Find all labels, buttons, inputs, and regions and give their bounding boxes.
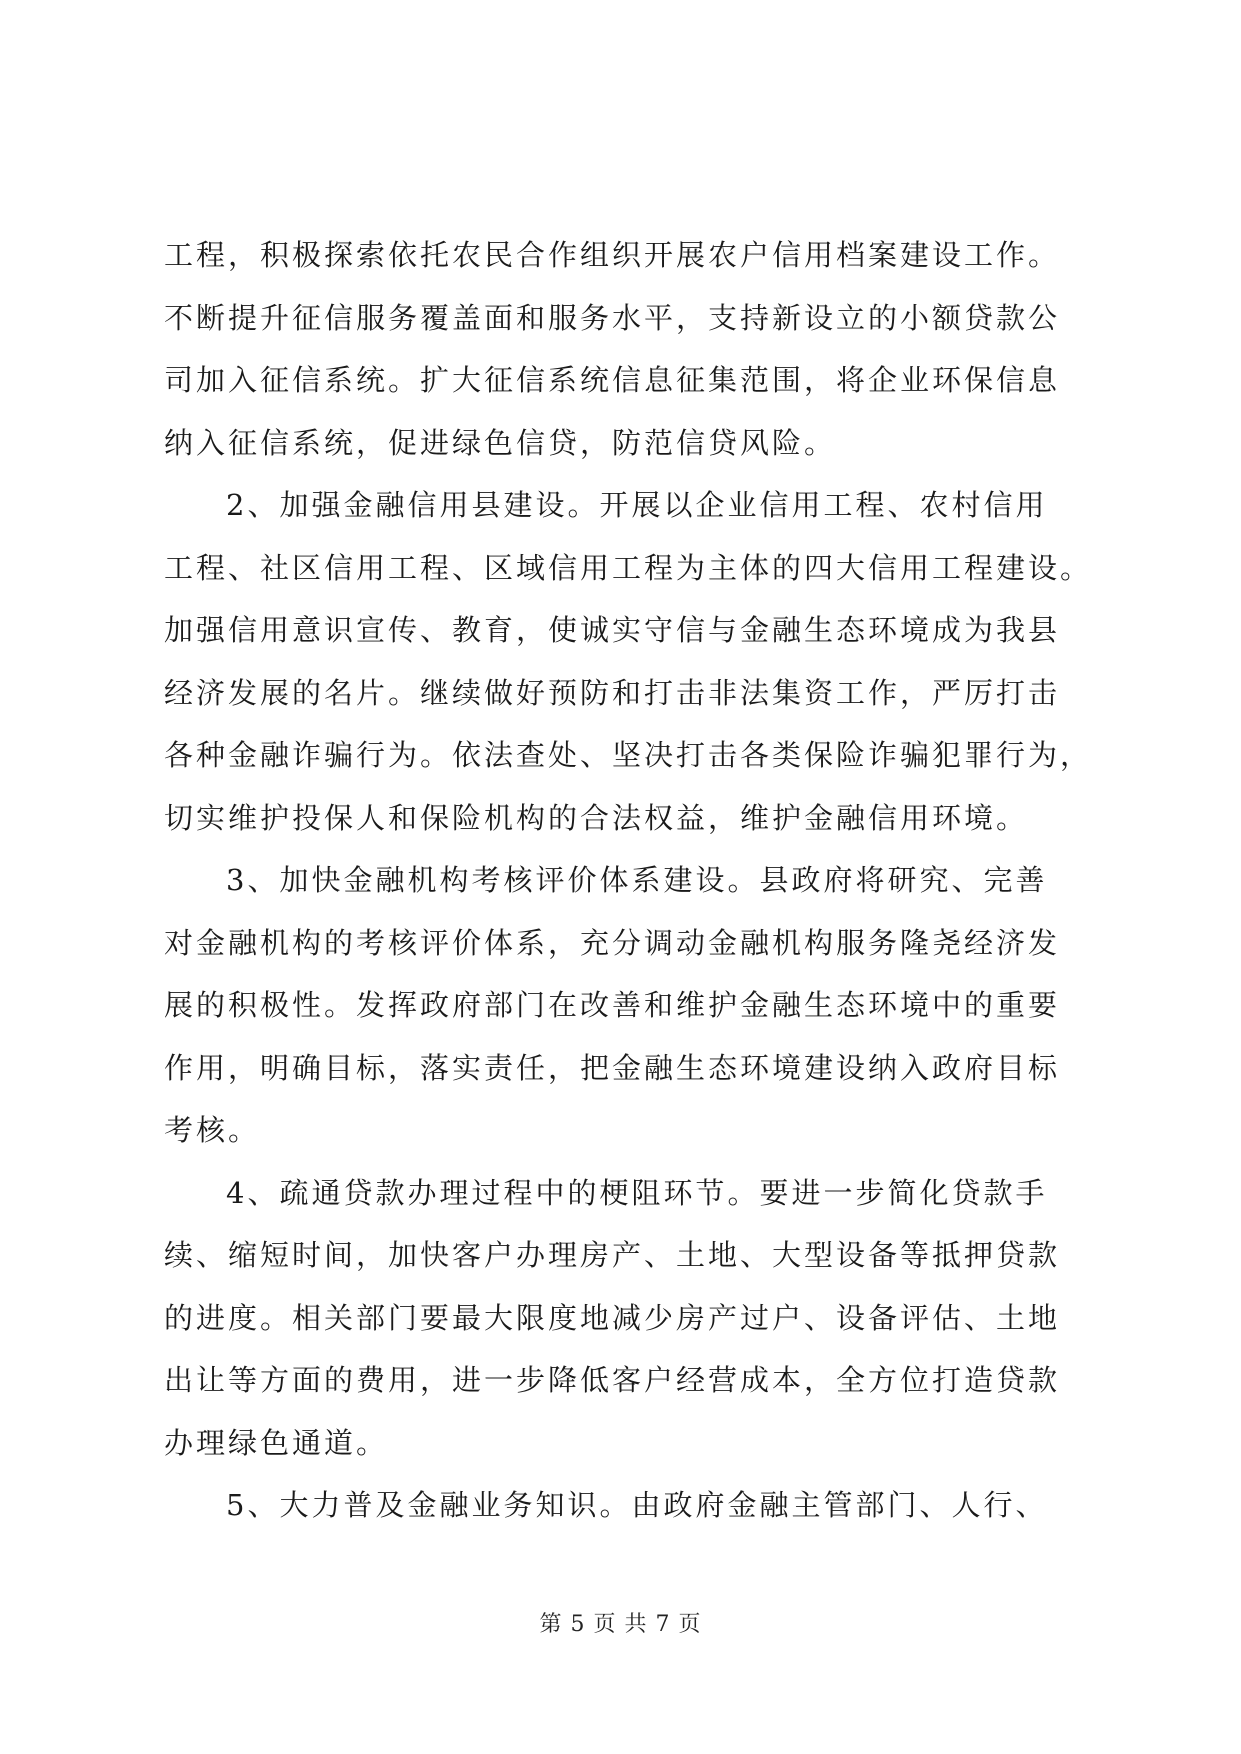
text-line: 续、缩短时间，加快客户办理房产、土地、大型设备等抵押贷款 [164,1238,1061,1272]
text-line: 经济发展的名片。继续做好预防和打击非法集资工作，严厉打击 [164,675,1061,710]
text-line: 工程、社区信用工程、区域信用工程为主体的四大信用工程建设。 [164,550,1093,585]
text-line: 司加入征信系统。扩大征信系统信息征集范围，将企业环保信息 [164,363,1061,397]
page-number-footer: 第 5 页 共 7 页 [539,1612,702,1637]
text-line: 纳入征信系统，促进绿色信贷，防范信贷风险。 [164,425,837,460]
text-line: 4、疏通贷款办理过程中的梗阻环节。要进一步简化贷款手 [226,1175,1048,1210]
text-line: 3、加快金融机构考核评价体系建设。县政府将研究、完善 [226,863,1048,897]
paragraph-4 [164,1162,1084,1475]
text-line: 2、加强金融信用县建设。开展以企业信用工程、农村信用 [226,488,1048,522]
paragraph-3 [164,849,1084,1162]
text-line: 不断提升征信服务覆盖面和服务水平，支持新设立的小额贷款公 [164,300,1061,335]
text-line: 出让等方面的费用，进一步降低客户经营成本，全方位打造贷款 [164,1363,1061,1397]
paragraph-2 [164,474,1093,849]
text-line: 对金融机构的考核评价体系，充分调动金融机构服务隆尧经济发 [164,925,1061,960]
document-body [164,224,1093,1537]
text-line: 办理绿色通道。 [164,1425,389,1460]
text-line: 展的积极性。发挥政府部门在改善和维护金融生态环境中的重要 [164,988,1061,1022]
paragraph-5 [164,1474,1084,1537]
text-line: 各种金融诈骗行为。依法查处、坚决打击各类保险诈骗犯罪行为， [164,738,1093,772]
text-line: 工程，积极探索依托农民合作组织开展农户信用档案建设工作。 [164,238,1061,272]
text-line: 5、大力普及金融业务知识。由政府金融主管部门、人行、 [226,1488,1048,1522]
text-line: 的进度。相关部门要最大限度地减少房产过户、设备评估、土地 [164,1300,1061,1335]
paragraph-1 [164,224,1084,474]
text-line: 加强信用意识宣传、教育，使诚实守信与金融生态环境成为我县 [164,613,1061,647]
text-line: 作用，明确目标，落实责任，把金融生态环境建设纳入政府目标 [164,1050,1061,1085]
text-line: 考核。 [164,1113,261,1147]
text-line: 切实维护投保人和保险机构的合法权益，维护金融信用环境。 [164,800,1029,835]
